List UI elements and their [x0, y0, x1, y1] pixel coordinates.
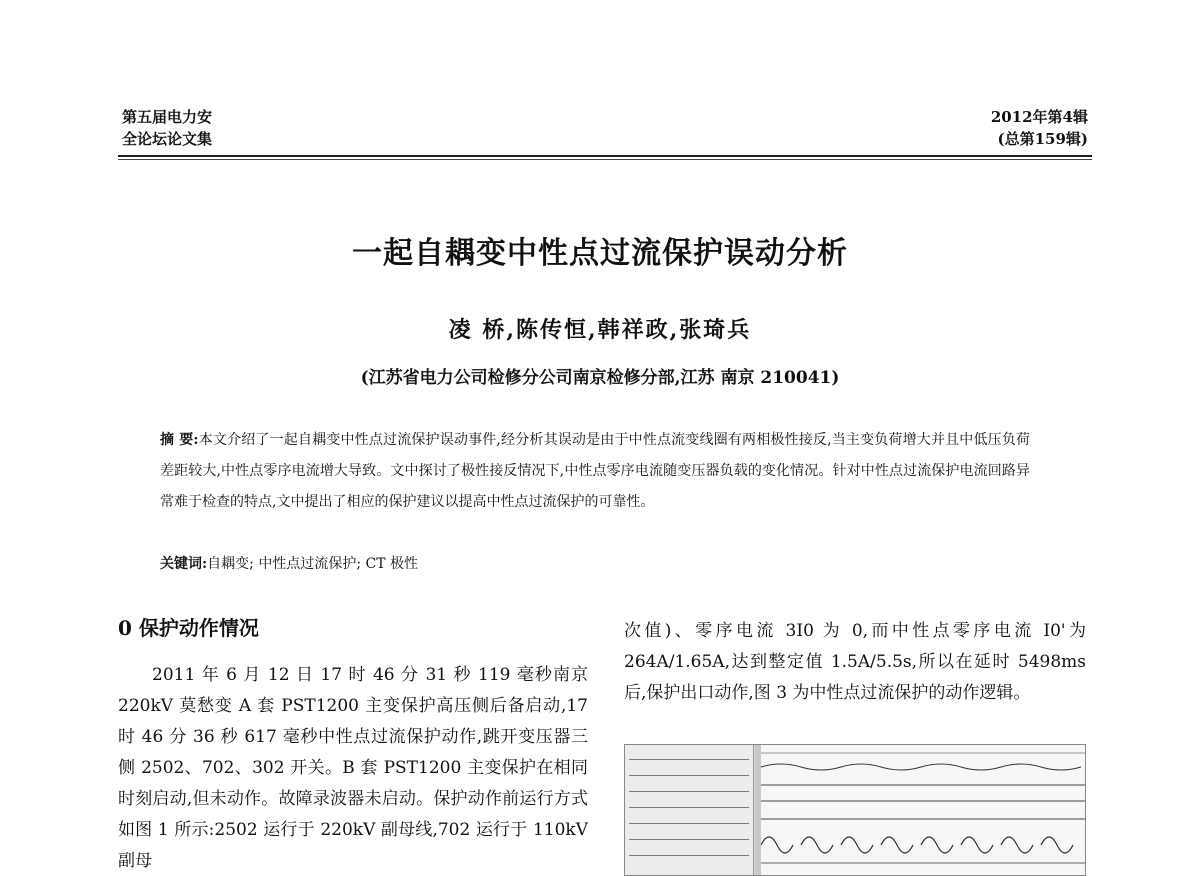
- keywords-label: 关键词:: [160, 556, 208, 572]
- channel-list-panel: [625, 745, 754, 875]
- issue-info: [991, 106, 1088, 150]
- journal-series: [122, 106, 212, 150]
- waveform-plot: [761, 745, 1085, 875]
- body-column-right: [624, 616, 1086, 709]
- header-rule-thin: [118, 159, 1092, 160]
- body-paragraph: 2011 年 6 月 12 日 17 时 46 分 31 秒 119 毫秒南京 220kV 莫愁变 A 套 PST1200 主变保护高压侧后备启动,17 时 46 分 36 秒 617 毫秒中性点过流保护动作,跳开变压器三侧 2502、702、302 开关。B 套 PST1200 主变保护在相同时刻启动,但未动作。故障录波器未启动。保护动作前运行方式如图 1 所示:2502 运行于 220kV 副母线,702 运行于 110kV 副母: [118, 665, 588, 870]
- affiliation: (江苏省电力公司检修分公司南京检修分部,江苏 南京 210041): [360, 368, 840, 388]
- body-column-left: [118, 660, 588, 870]
- body-paragraph-right: 次值)、零序电流 3I0 为 0,而中性点零序电流 I0'为 264A/1.65A,达到整定值 1.5A/5.5s,所以在延时 5498ms 后,保护出口动作,图 3 为中性点过流保护的动作逻辑。: [624, 621, 1086, 703]
- journal-series-line2: 全论坛论文集: [122, 130, 213, 148]
- keywords: [160, 549, 1030, 580]
- abstract-label: 摘 要:: [160, 432, 199, 448]
- keywords-text: 自耦变; 中性点过流保护; CT 极性: [207, 556, 419, 572]
- author-list: 凌 桥,陈传恒,韩祥政,张琦兵: [448, 317, 752, 343]
- abstract: [160, 425, 1030, 518]
- section-heading: 0 保护动作情况: [118, 616, 259, 640]
- paper-title: 一起自耦变中性点过流保护误动分析: [352, 236, 848, 271]
- waveform-figure: [624, 744, 1086, 876]
- waveform-svg: [761, 745, 1085, 875]
- header-rule: [118, 155, 1092, 157]
- issue-total: (总第159辑): [997, 130, 1088, 148]
- issue-number: 2012年第4辑: [990, 108, 1088, 126]
- abstract-text: 本文介绍了一起自耦变中性点过流保护误动事件,经分析其误动是由于中性点流变线圈有两相极性接反,当主变负荷增大并且中低压负荷差距较大,中性点零序电流增大导致。文中探讨了极性接反情况下,中性点零序电流随变压器负载的变化情况。针对中性点过流保护电流回路异常难于检查的特点,文中提出了相应的保护建议以提高中性点过流保护的可靠性。: [160, 432, 1030, 510]
- journal-series-line1: 第五届电力安: [122, 108, 213, 126]
